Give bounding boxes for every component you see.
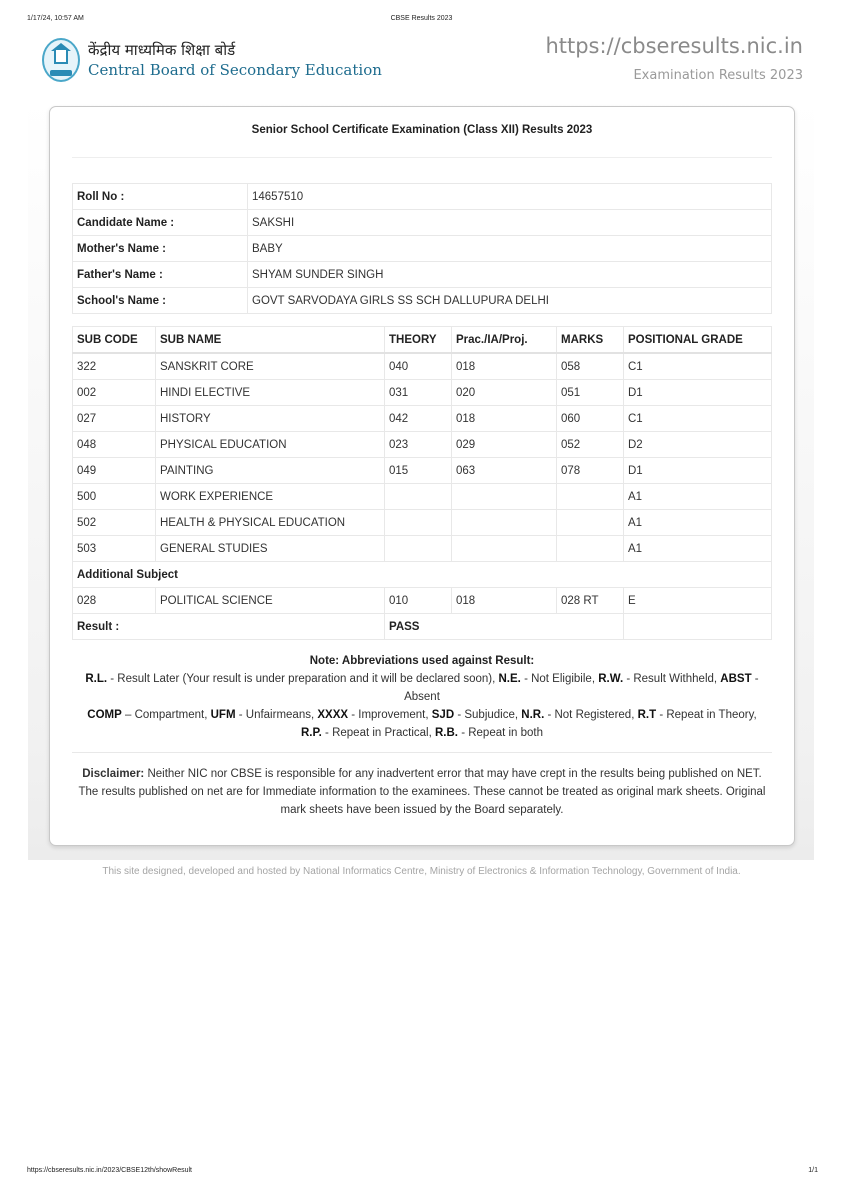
divider — [72, 752, 772, 753]
subject-code: 027 — [73, 406, 156, 432]
abbr-desc: - Improvement, — [348, 709, 432, 721]
abbr-term: SJD — [431, 709, 455, 721]
subject-row — [73, 406, 772, 432]
subject-code: 002 — [73, 380, 156, 406]
subject-code: 502 — [73, 510, 156, 536]
col-practical: Prac./IA/Proj. — [452, 327, 557, 354]
info-row — [73, 236, 772, 262]
col-marks: MARKS — [557, 327, 624, 354]
abbr-desc: - Result Withheld, — [623, 673, 721, 685]
subject-name: POLITICAL SCIENCE — [156, 588, 385, 614]
subject-grade: A1 — [624, 484, 772, 510]
subject-theory: 031 — [385, 380, 452, 406]
info-label: Candidate Name : — [73, 210, 248, 236]
info-label: Father's Name : — [73, 262, 248, 288]
disclaimer-text: Neither NIC nor CBSE is responsible for any inadvertent error that may have crept in the results being published on NET. The results published on net are for Immediate information to the examinees. These cannot be treated as original mark sheets. Original mark sheets have been issued by the Board separately. — [78, 768, 766, 816]
abbr-desc: - Repeat in Theory, — [656, 709, 757, 721]
col-theory: THEORY — [385, 327, 452, 354]
subject-row — [73, 536, 772, 562]
info-value: BABY — [248, 236, 772, 262]
subject-marks: 028 RT — [557, 588, 624, 614]
result-row — [73, 614, 772, 640]
subject-row — [73, 510, 772, 536]
print-page-title: CBSE Results 2023 — [390, 15, 453, 22]
abbr-term: R.L. — [85, 673, 108, 685]
info-label: Roll No : — [73, 184, 248, 210]
info-row — [73, 184, 772, 210]
site-subtitle: Examination Results 2023 — [633, 68, 803, 83]
abbr-term: ABST — [720, 673, 752, 685]
abbr-term: UFM — [210, 709, 236, 721]
abbr-desc: – Compartment, — [121, 709, 211, 721]
abbr-term: XXXX — [317, 709, 349, 721]
subject-marks — [557, 510, 624, 536]
abbr-desc: - Unfairmeans, — [235, 709, 318, 721]
subject-row — [73, 353, 772, 380]
abbr-term: COMP — [87, 709, 122, 721]
subject-marks: 058 — [557, 353, 624, 380]
subject-code: 503 — [73, 536, 156, 562]
subject-marks: 078 — [557, 458, 624, 484]
note-heading: Note: Abbreviations used against Result: — [309, 655, 535, 667]
marks-table — [72, 326, 772, 640]
subject-theory: 010 — [385, 588, 452, 614]
abbreviations-note — [78, 652, 766, 742]
subject-practical: 018 — [452, 588, 557, 614]
abbr-desc: - Absent — [404, 673, 759, 703]
subject-practical: 020 — [452, 380, 557, 406]
subject-code: 500 — [73, 484, 156, 510]
info-value: GOVT SARVODAYA GIRLS SS SCH DALLUPURA DELHI — [248, 288, 772, 314]
subject-grade: A1 — [624, 510, 772, 536]
abbr-desc: - Not Eligibile, — [520, 673, 599, 685]
subject-code: 028 — [73, 588, 156, 614]
subject-grade: D1 — [624, 458, 772, 484]
abbr-desc: - Result Later (Your result is under preparation and it will be declared soon), — [107, 673, 499, 685]
subject-name: PHYSICAL EDUCATION — [156, 432, 385, 458]
subject-theory: 040 — [385, 353, 452, 380]
abbr-desc: - Subjudice, — [454, 709, 522, 721]
subject-theory — [385, 536, 452, 562]
info-value: SAKSHI — [248, 210, 772, 236]
abbr-term: R.W. — [598, 673, 624, 685]
subject-grade: E — [624, 588, 772, 614]
subject-name: WORK EXPERIENCE — [156, 484, 385, 510]
board-name-english: Central Board of Secondary Education — [88, 60, 382, 79]
marks-header-row — [73, 327, 772, 354]
subject-practical: 018 — [452, 406, 557, 432]
info-label: School's Name : — [73, 288, 248, 314]
info-value: 14657510 — [248, 184, 772, 210]
info-label: Mother's Name : — [73, 236, 248, 262]
subject-marks — [557, 484, 624, 510]
subject-practical — [452, 536, 557, 562]
info-value: SHYAM SUNDER SINGH — [248, 262, 772, 288]
additional-subject-label: Additional Subject — [73, 562, 772, 588]
subject-grade: D1 — [624, 380, 772, 406]
subject-row — [73, 484, 772, 510]
cbse-emblem-icon — [42, 38, 80, 82]
info-row — [73, 288, 772, 314]
disclaimer-label: Disclaimer: — [82, 768, 145, 780]
subject-grade: D2 — [624, 432, 772, 458]
subject-name: HEALTH & PHYSICAL EDUCATION — [156, 510, 385, 536]
print-page-number: 1/1 — [808, 1167, 818, 1174]
abbr-term: N.R. — [521, 709, 545, 721]
info-row — [73, 210, 772, 236]
candidate-info-table — [72, 183, 772, 314]
note-abbreviations — [78, 670, 766, 742]
col-sub-code: SUB CODE — [73, 327, 156, 354]
subject-grade: C1 — [624, 406, 772, 432]
subject-practical — [452, 484, 557, 510]
result-title: Senior School Certificate Examination (Class XII) Results 2023 — [251, 124, 593, 136]
disclaimer — [78, 765, 766, 819]
subject-name: PAINTING — [156, 458, 385, 484]
site-footer: This site designed, developed and hosted by National Informatics Centre, Ministry of Electronics & Information Technology, Government of India. — [102, 866, 741, 877]
col-sub-name: SUB NAME — [156, 327, 385, 354]
cbse-logo[interactable] — [42, 38, 382, 82]
result-card — [49, 106, 795, 846]
subject-grade: A1 — [624, 536, 772, 562]
subject-code: 048 — [73, 432, 156, 458]
subject-practical: 063 — [452, 458, 557, 484]
subject-row — [73, 432, 772, 458]
subject-name: HINDI ELECTIVE — [156, 380, 385, 406]
board-name-hindi: केंद्रीय माध्यमिक शिक्षा बोर्ड — [88, 40, 236, 59]
divider — [72, 157, 772, 158]
abbr-desc: - Not Registered, — [544, 709, 638, 721]
subject-marks — [557, 536, 624, 562]
subject-marks: 052 — [557, 432, 624, 458]
subject-code: 049 — [73, 458, 156, 484]
subject-practical: 018 — [452, 353, 557, 380]
site-url[interactable]: https://cbseresults.nic.in — [545, 34, 803, 58]
result-label: Result : — [73, 614, 385, 640]
print-url: https://cbseresults.nic.in/2023/CBSE12th/showResult — [27, 1167, 192, 1174]
subject-grade: C1 — [624, 353, 772, 380]
print-datetime: 1/17/24, 10:57 AM — [27, 15, 84, 22]
empty-cell — [624, 614, 772, 640]
subject-practical: 029 — [452, 432, 557, 458]
info-row — [73, 262, 772, 288]
subject-theory — [385, 484, 452, 510]
subject-code: 322 — [73, 353, 156, 380]
subject-name: GENERAL STUDIES — [156, 536, 385, 562]
additional-subject-row — [73, 562, 772, 588]
abbr-desc: - Repeat in Practical, — [321, 727, 435, 739]
result-value: PASS — [385, 614, 624, 640]
subject-theory: 015 — [385, 458, 452, 484]
abbr-term: R.B. — [435, 727, 458, 739]
subject-name: SANSKRIT CORE — [156, 353, 385, 380]
abbr-term: N.E. — [498, 673, 521, 685]
subject-marks: 051 — [557, 380, 624, 406]
col-grade: POSITIONAL GRADE — [624, 327, 772, 354]
subject-theory: 042 — [385, 406, 452, 432]
subject-row — [73, 588, 772, 614]
abbr-term: R.T — [637, 709, 657, 721]
subject-name: HISTORY — [156, 406, 385, 432]
subject-row — [73, 458, 772, 484]
subject-practical — [452, 510, 557, 536]
abbr-desc: - Repeat in both — [458, 727, 544, 739]
subject-marks: 060 — [557, 406, 624, 432]
subject-theory — [385, 510, 452, 536]
subject-row — [73, 380, 772, 406]
abbr-term: R.P. — [300, 727, 322, 739]
subject-theory: 023 — [385, 432, 452, 458]
